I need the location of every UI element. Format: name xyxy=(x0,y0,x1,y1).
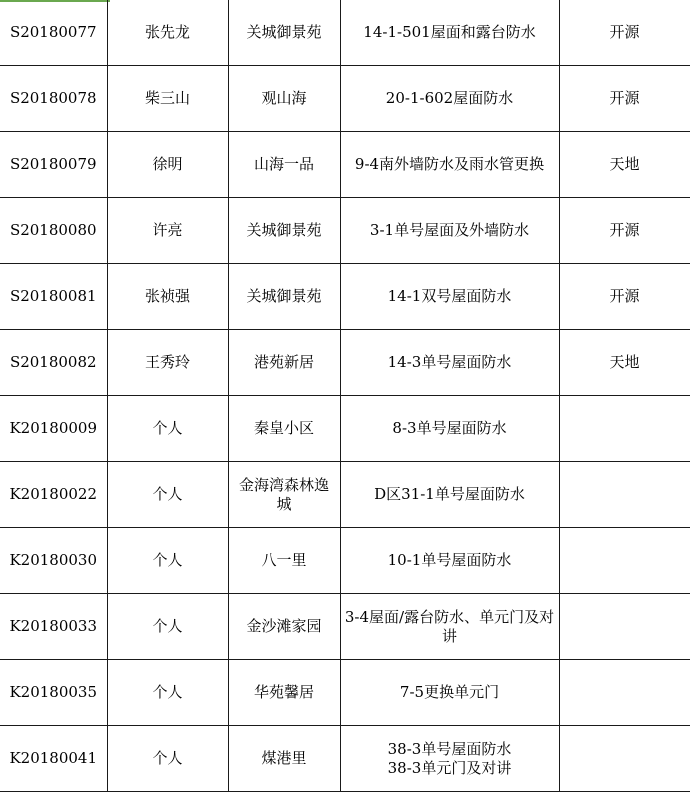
project-id-cell: S20180082 xyxy=(0,330,107,396)
contractor-cell xyxy=(559,462,690,528)
community-cell: 华苑馨居 xyxy=(228,660,340,726)
table-row xyxy=(0,462,690,528)
description-line: 3-4屋面/露台防水、单元门及对讲 xyxy=(344,607,555,645)
description-line: 14-3单号屋面防水 xyxy=(387,353,512,371)
work-description-cell xyxy=(340,726,559,792)
description-line: 3-1单号屋面及外墙防水 xyxy=(369,221,530,239)
project-id-cell: K20180009 xyxy=(0,396,107,462)
community-cell: 秦皇小区 xyxy=(228,396,340,462)
work-description-cell xyxy=(340,528,559,594)
table-row xyxy=(0,594,690,660)
community-cell: 观山海 xyxy=(228,66,340,132)
community-cell: 金沙滩家园 xyxy=(228,594,340,660)
work-description-cell xyxy=(340,462,559,528)
work-description-cell xyxy=(340,264,559,330)
applicant-name-cell: 个人 xyxy=(107,594,228,660)
project-id-cell: K20180035 xyxy=(0,660,107,726)
project-id-cell: S20180081 xyxy=(0,264,107,330)
description-line: D区31-1单号屋面防水 xyxy=(374,485,525,503)
table-row xyxy=(0,528,690,594)
applicant-name-cell: 个人 xyxy=(107,528,228,594)
community-cell: 金海湾森林逸城 xyxy=(228,462,340,528)
work-description-cell xyxy=(340,330,559,396)
table-row xyxy=(0,726,690,792)
community-cell: 煤港里 xyxy=(228,726,340,792)
description-line: 20-1-602屋面防水 xyxy=(385,89,514,107)
description-line: 38-3单号屋面防水 xyxy=(387,739,512,758)
work-description-cell xyxy=(340,0,559,66)
community-cell: 山海一品 xyxy=(228,132,340,198)
community-cell: 港苑新居 xyxy=(228,330,340,396)
applicant-name-cell: 个人 xyxy=(107,726,228,792)
work-description-cell xyxy=(340,198,559,264)
applicant-name-cell: 个人 xyxy=(107,462,228,528)
applicant-name-cell: 徐明 xyxy=(107,132,228,198)
community-cell: 关城御景苑 xyxy=(228,0,340,66)
contractor-cell: 开源 xyxy=(559,264,690,330)
work-description-cell xyxy=(340,396,559,462)
applicant-name-cell: 许亮 xyxy=(107,198,228,264)
table-row xyxy=(0,660,690,726)
contractor-cell xyxy=(559,726,690,792)
contractor-cell xyxy=(559,396,690,462)
description-line: 10-1单号屋面防水 xyxy=(387,551,512,569)
contractor-cell xyxy=(559,594,690,660)
table-row xyxy=(0,198,690,264)
project-id-cell: S20180078 xyxy=(0,66,107,132)
contractor-cell: 开源 xyxy=(559,66,690,132)
contractor-cell: 天地 xyxy=(559,132,690,198)
table-row xyxy=(0,264,690,330)
contractor-cell: 天地 xyxy=(559,330,690,396)
project-id-cell: K20180022 xyxy=(0,462,107,528)
contractor-cell: 开源 xyxy=(559,0,690,66)
contractor-cell xyxy=(559,660,690,726)
contractor-cell: 开源 xyxy=(559,198,690,264)
applicant-name-cell: 王秀玲 xyxy=(107,330,228,396)
community-cell: 关城御景苑 xyxy=(228,264,340,330)
project-id-cell: K20180030 xyxy=(0,528,107,594)
description-line: 14-1-501屋面和露台防水 xyxy=(363,23,536,41)
applicant-name-cell: 个人 xyxy=(107,660,228,726)
project-id-cell: K20180041 xyxy=(0,726,107,792)
description-line: 38-3单元门及对讲 xyxy=(387,758,512,777)
work-description-cell xyxy=(340,66,559,132)
table-row xyxy=(0,330,690,396)
description-line: 14-1双号屋面防水 xyxy=(387,287,512,305)
table-row xyxy=(0,66,690,132)
community-cell: 八一里 xyxy=(228,528,340,594)
applicant-name-cell: 柴三山 xyxy=(107,66,228,132)
applicant-name-cell: 张祯强 xyxy=(107,264,228,330)
work-description-cell xyxy=(340,660,559,726)
description-line: 7-5更换单元门 xyxy=(399,683,500,701)
description-line: 8-3单号屋面防水 xyxy=(392,419,507,437)
table-row xyxy=(0,132,690,198)
work-description-cell xyxy=(340,594,559,660)
project-id-cell: S20180079 xyxy=(0,132,107,198)
applicant-name-cell: 个人 xyxy=(107,396,228,462)
project-id-cell: S20180077 xyxy=(0,0,107,66)
project-id-cell: K20180033 xyxy=(0,594,107,660)
project-id-cell: S20180080 xyxy=(0,198,107,264)
table-row xyxy=(0,396,690,462)
community-cell: 关城御景苑 xyxy=(228,198,340,264)
work-description-cell xyxy=(340,132,559,198)
table-row xyxy=(0,0,690,66)
contractor-cell xyxy=(559,528,690,594)
applicant-name-cell: 张先龙 xyxy=(107,0,228,66)
description-line: 9-4南外墙防水及雨水管更换 xyxy=(354,155,545,173)
